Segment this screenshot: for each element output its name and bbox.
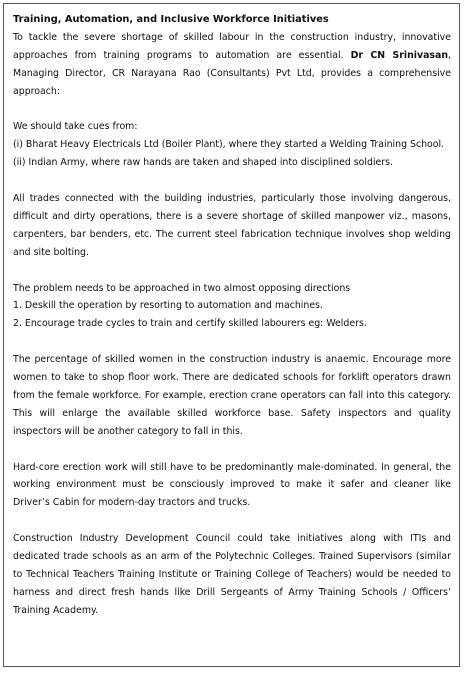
intro-paragraph — [13, 29, 451, 101]
cue-item-army: (ii) Indian Army, where raw hands are taken and shaped into disciplined soldiers. — [13, 157, 394, 169]
paragraph-gap — [13, 441, 451, 459]
intro-text: To tackle the severe shortage of skilled labour in the construction industry, innovative approaches from training programs to automation are essential. — [13, 31, 451, 61]
paragraph-gap — [13, 512, 451, 530]
paragraph-gap — [13, 262, 451, 280]
women-paragraph: The percentage of skilled women in the construction industry is anaemic. Encourage more women to take to shop floor work. There are dedicated schools for forklift operators drawn from the female workforce. For example, erection crane operators can fall into this category. This will enlarge the available skilled workforce base. Safety inspectors and quality inspectors will be another category to fall in this. — [13, 354, 451, 437]
paragraph-gap — [13, 333, 451, 351]
problem-point-trade-cycles: 2. Encourage trade cycles to train and certify skilled labourers eg: Welders. — [13, 318, 367, 330]
article-box — [3, 3, 460, 667]
intro-person-name: Dr CN Srinivasan — [350, 49, 449, 61]
paragraph-gap — [13, 172, 451, 190]
problem-heading: The problem needs to be approached in two almost opposing directions — [13, 282, 351, 294]
erection-paragraph: Hard-core erection work will still have to be predominantly male-dominated. In general, the working environment must be consciously improved to make it safer and cleaner like Driver’s Cabin for modern-day tractors and trucks. — [13, 461, 451, 509]
article-title: Training, Automation, and Inclusive Workforce Initiatives — [13, 14, 329, 25]
cues-heading: We should take cues from: — [13, 121, 138, 133]
intro-text-rest: , Managing Director, CR Narayana Rao (Consultants) Pvt Ltd, provides a comprehensive approach: — [13, 49, 451, 97]
problem-point-deskill: 1. Deskill the operation by resorting to automation and machines. — [13, 300, 323, 312]
paragraph-gap — [13, 101, 451, 119]
cue-item-bhel: (i) Bharat Heavy Electricals Ltd (Boiler Plant), where they started a Welding Training School. — [13, 139, 445, 151]
council-paragraph: Construction Industry Development Council could take initiatives along with ITIs and dedicated trade schools as an arm of the Polytechnic Colleges. Trained Supervisors (similar to Technical Teachers Training Institute or Training College of Teachers) would be needed to harness and direct fresh hands like Drill Sergeants of Army Training Schools / Officers’ Training Academy. — [13, 533, 451, 616]
trades-paragraph: All trades connected with the building industries, particularly those involving dangerous, difficult and dirty operations, there is a severe shortage of skilled manpower viz., masons, carpenters, bar benders, etc. The current steel fabrication technique involves shop welding and site bolting. — [13, 193, 451, 258]
